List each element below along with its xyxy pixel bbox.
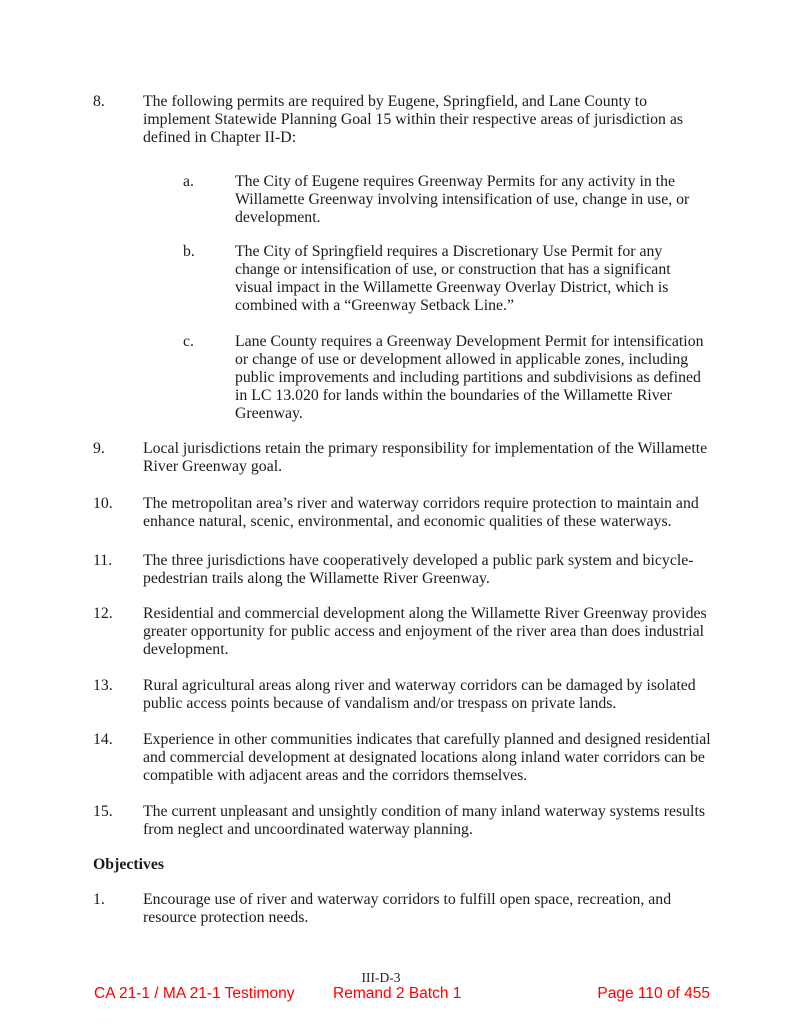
finding-line: Residential and commercial development along the Willamette River Greenway provides <box>143 605 707 622</box>
subitem-line: Lane County requires a Greenway Development Permit for intensification <box>235 333 704 350</box>
finding-line: Local jurisdictions retain the primary responsibility for implementation of the Willamette <box>143 440 708 457</box>
subitem-line: The City of Eugene requires Greenway Permits for any activity in the <box>235 173 675 190</box>
finding-line: The three jurisdictions have cooperatively developed a public park system and bicycle- <box>143 552 694 569</box>
finding-number: 12. <box>93 605 113 622</box>
subitem <box>183 243 753 315</box>
finding-line: Rural agricultural areas along river and waterway corridors can be damaged by isolated <box>143 677 696 694</box>
subitem-line: combined with a “Greenway Setback Line.” <box>235 297 514 314</box>
finding-number: 10. <box>93 495 113 512</box>
subitem <box>183 173 753 227</box>
finding-text <box>143 93 683 147</box>
finding-number: 8. <box>93 93 105 110</box>
finding-text <box>143 605 707 659</box>
finding-line: compatible with adjacent areas and the corridors themselves. <box>143 767 528 784</box>
finding-line: pedestrian trails along the Willamette River Greenway. <box>143 570 490 587</box>
objective-text <box>143 891 671 927</box>
batch-stamp: Remand 2 Batch 1 <box>333 985 462 1002</box>
finding-number: 15. <box>93 803 113 820</box>
finding-line: defined in Chapter II-D: <box>143 129 297 146</box>
subitem-line: Greenway. <box>235 405 303 422</box>
finding-text <box>143 495 699 531</box>
page-content <box>93 93 753 927</box>
testimony-stamp: CA 21-1 / MA 21-1 Testimony <box>94 985 295 1002</box>
subitem-line: in LC 13.020 for lands within the boundaries of the Willamette River <box>235 387 672 404</box>
finding-line: greater opportunity for public access and enjoyment of the river area than does industrial <box>143 623 705 640</box>
finding-line: Experience in other communities indicates that carefully planned and designed residential <box>143 731 711 748</box>
finding-line: The metropolitan area’s river and waterway corridors require protection to maintain and <box>143 495 699 512</box>
finding-line: from neglect and uncoordinated waterway planning. <box>143 821 473 838</box>
subitem-letter: c. <box>183 333 194 350</box>
subitem-line: The City of Springfield requires a Discretionary Use Permit for any <box>235 243 663 260</box>
finding-line: development. <box>143 641 229 658</box>
subitem-line: Willamette Greenway involving intensification of use, change in use, or <box>235 191 690 208</box>
subitem-line: public improvements and including partitions and subdivisions as defined <box>235 369 701 386</box>
subitem-line: or change of use or development allowed in applicable zones, including <box>235 351 689 368</box>
finding-text <box>143 440 707 476</box>
subitem <box>183 333 753 423</box>
finding-text <box>143 677 696 713</box>
subitem-text <box>235 243 671 315</box>
finding-line: implement Statewide Planning Goal 15 within their respective areas of jurisdiction as <box>143 111 684 128</box>
finding-item <box>93 440 753 476</box>
finding-line: The current unpleasant and unsightly condition of many inland waterway systems results <box>143 803 705 820</box>
finding-line: and commercial development at designated locations along inland water corridors can be <box>143 749 705 766</box>
finding-item <box>93 731 753 785</box>
page-number-label: III-D-3 <box>361 970 401 985</box>
finding-item <box>93 677 753 713</box>
finding-item <box>93 605 753 659</box>
finding-number: 9. <box>93 440 105 457</box>
subitem-line: visual impact in the Willamette Greenway Overlay District, which is <box>235 279 669 296</box>
subitem-line: development. <box>235 209 321 226</box>
finding-number: 13. <box>93 677 113 694</box>
finding-item <box>93 552 753 588</box>
subitem-letter: a. <box>183 173 194 190</box>
finding-item <box>93 495 753 531</box>
subitem-text <box>235 333 704 423</box>
finding-line: The following permits are required by Eugene, Springfield, and Lane County to <box>143 93 648 110</box>
subitem-text <box>235 173 689 227</box>
objective-item <box>93 891 753 927</box>
objective-number: 1. <box>93 891 105 908</box>
objectives-heading: Objectives <box>93 856 165 873</box>
subitem-letter: b. <box>183 243 195 260</box>
objective-line: resource protection needs. <box>143 909 309 926</box>
objective-line: Encourage use of river and waterway corridors to fulfill open space, recreation, and <box>143 891 672 908</box>
finding-line: River Greenway goal. <box>143 458 283 475</box>
finding-text <box>143 803 705 839</box>
finding-number: 14. <box>93 731 113 748</box>
finding-item <box>93 803 753 839</box>
finding-item <box>93 93 753 147</box>
subitem-line: change or intensification of use, or construction that has a significant <box>235 261 671 278</box>
finding-number: 11. <box>93 552 113 569</box>
finding-line: public access points because of vandalism and/or trespass on private lands. <box>143 695 617 712</box>
page-count-stamp: Page 110 of 455 <box>597 985 710 1002</box>
finding-text <box>143 552 694 588</box>
finding-text <box>143 731 711 785</box>
finding-line: enhance natural, scenic, environmental, and economic qualities of these waterways. <box>143 513 672 530</box>
